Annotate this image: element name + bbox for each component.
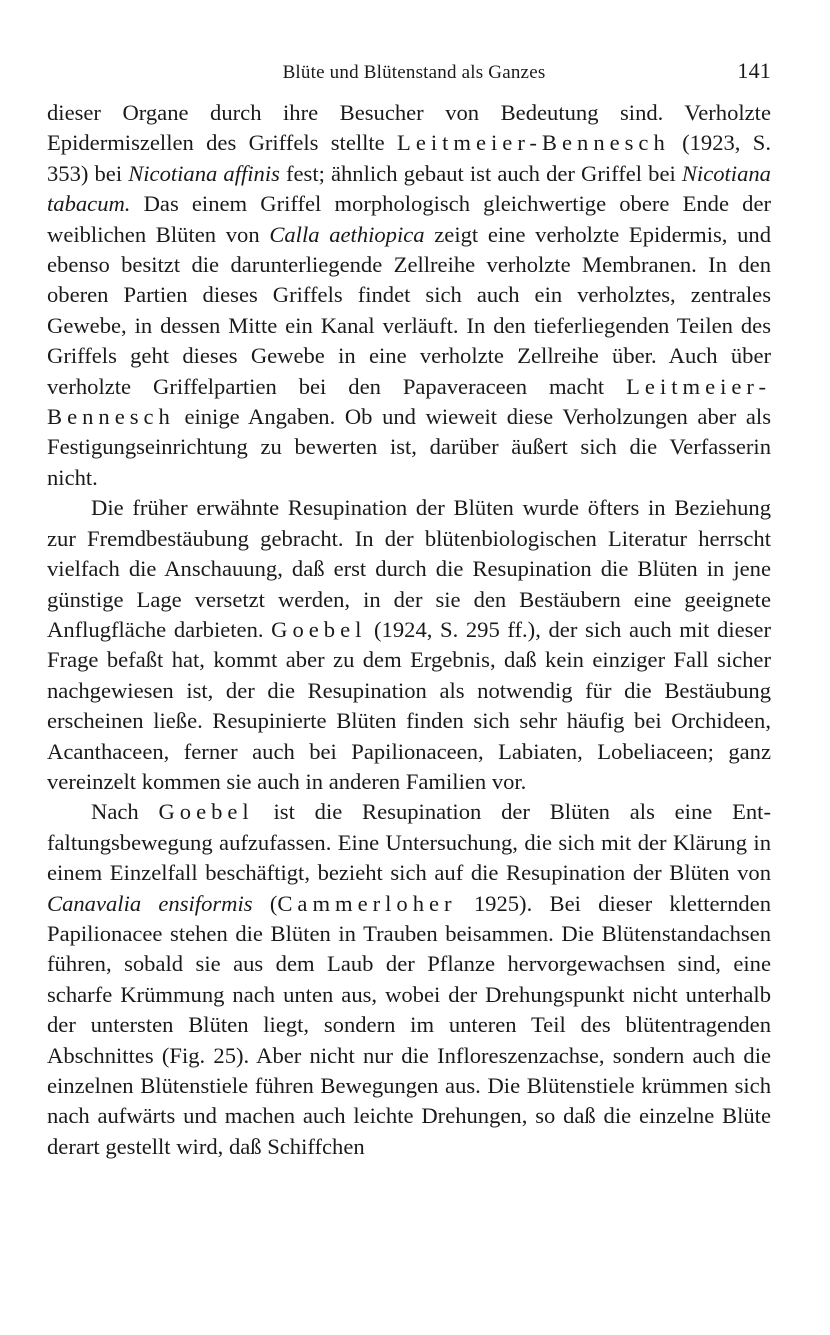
text-run: (1924, S. 295 ff.), der sich auch mit dieser Frage befaßt hat, kommt aber zu dem Ergebnis, daß kein einziger Fall sicher nachgewiesen ist, der die Resupination als notwendig für die Bestäubung erscheinen ließe. Resupinierte Blüten finden sich sehr häufig bei Orchideen, Acanthaceen, ferner auch bei Papilionaceen, Labiaten, Lobeliaceen; ganz vereinzelt kommen sie auch in anderen Familien vor. <box>47 616 771 794</box>
text-run: dieser Organe durch ihre Besucher von Bedeutung sind. Verholzte Epidermiszellen des Griffels stellte <box>47 100 771 156</box>
paragraph-2 <box>47 493 771 797</box>
text-run: Nach <box>91 799 159 825</box>
text-run: einige Angaben. Ob und wieweit diese Verholzungen aber als Festigungseinrichtung zu bewerten ist, darüber äußert sich die Verfasserin nicht. <box>47 404 771 490</box>
running-title: Blüte und Blütenstand als Ganzes <box>282 62 546 83</box>
paragraph-3 <box>47 797 771 1162</box>
page-number: 141 <box>737 58 771 83</box>
author-name: Goebel <box>158 799 254 825</box>
text-run: ( <box>252 890 278 916</box>
text-run: Das einem Griffel morphologisch gleichwertige obere Ende der weiblichen Blüten von <box>47 191 771 247</box>
italic-term: Nicotiana affinis <box>128 160 280 186</box>
author-name: Goebel <box>271 616 367 642</box>
author-name: Leitmeier-Bennesch <box>47 373 771 430</box>
text-run: fest; ähnlich gebaut ist auch der Griffel bei <box>279 160 682 186</box>
text-run: ist die Resupination der Blüten als eine Entfaltungsbewegung aufzufassen. Eine Untersuchung, die sich mit der Klärung in einem Einzelfall beschäftigt, bezieht sich auf die Resupination der Blüten von <box>47 799 771 886</box>
author-name: Leitmeier-Bennesch <box>397 130 670 156</box>
text-run: 1925). Bei dieser kletternden Papilionacee stehen die Blüten in Trauben beisammen. Die Blütenstandachsen führen, sobald sie aus dem Laub der Pflanze hervorgewachsen sind, eine scharfe Krümmung nach unten aus, wobei der Drehungspunkt nicht unterhalb der untersten Blüten liegt, sondern im unteren Teil des blütentragenden Abschnittes (Fig. 25). Aber nicht nur die Infloreszenzachse, sondern auch die einzelnen Blütenstiele führen Bewegungen aus. Die Blütenstiele krümmen sich nach aufwärts und machen auch leichte Drehungen, so daß die einzelne Blüte derart gestellt wird, daß Schiffchen <box>47 890 771 1159</box>
running-header <box>47 56 771 90</box>
italic-term: Nicotiana tabacum. <box>47 160 771 217</box>
body-text <box>47 98 771 1162</box>
author-name: Cammerloher <box>277 890 457 916</box>
book-page <box>47 56 771 1162</box>
paragraph-1 <box>47 98 771 493</box>
text-run: (1923, S. 353) bei <box>47 130 771 186</box>
text-run: Die früher erwähnte Resupination der Blüten wurde öfters in Beziehung zur Fremdbestäubung gebracht. In der blütenbiologischen Literatur herrscht vielfach die Anschauung, daß erst durch die Resupination die Blüten in jene günstige Lage versetzt werden, in der sie den Bestäubern eine geeignete Anflugfläche darbieten. <box>47 495 771 642</box>
italic-term: Calla aethiopica <box>269 221 425 247</box>
text-run: zeigt eine verholzte Epidermis, und ebenso besitzt die darunterliegende Zellreihe verholzte Membranen. In den oberen Partien dieses Griffels findet sich auch ein verholztes, zentrales Gewebe, in dessen Mitte ein Kanal verläuft. In den tieferliegenden Teilen des Griffels geht dieses Gewebe in eine verholzte Zellreihe über. Auch über verholzte Griffelpartien bei den Papaveraceen macht <box>47 221 771 399</box>
italic-term: Canavalia ensiformis <box>47 890 253 916</box>
